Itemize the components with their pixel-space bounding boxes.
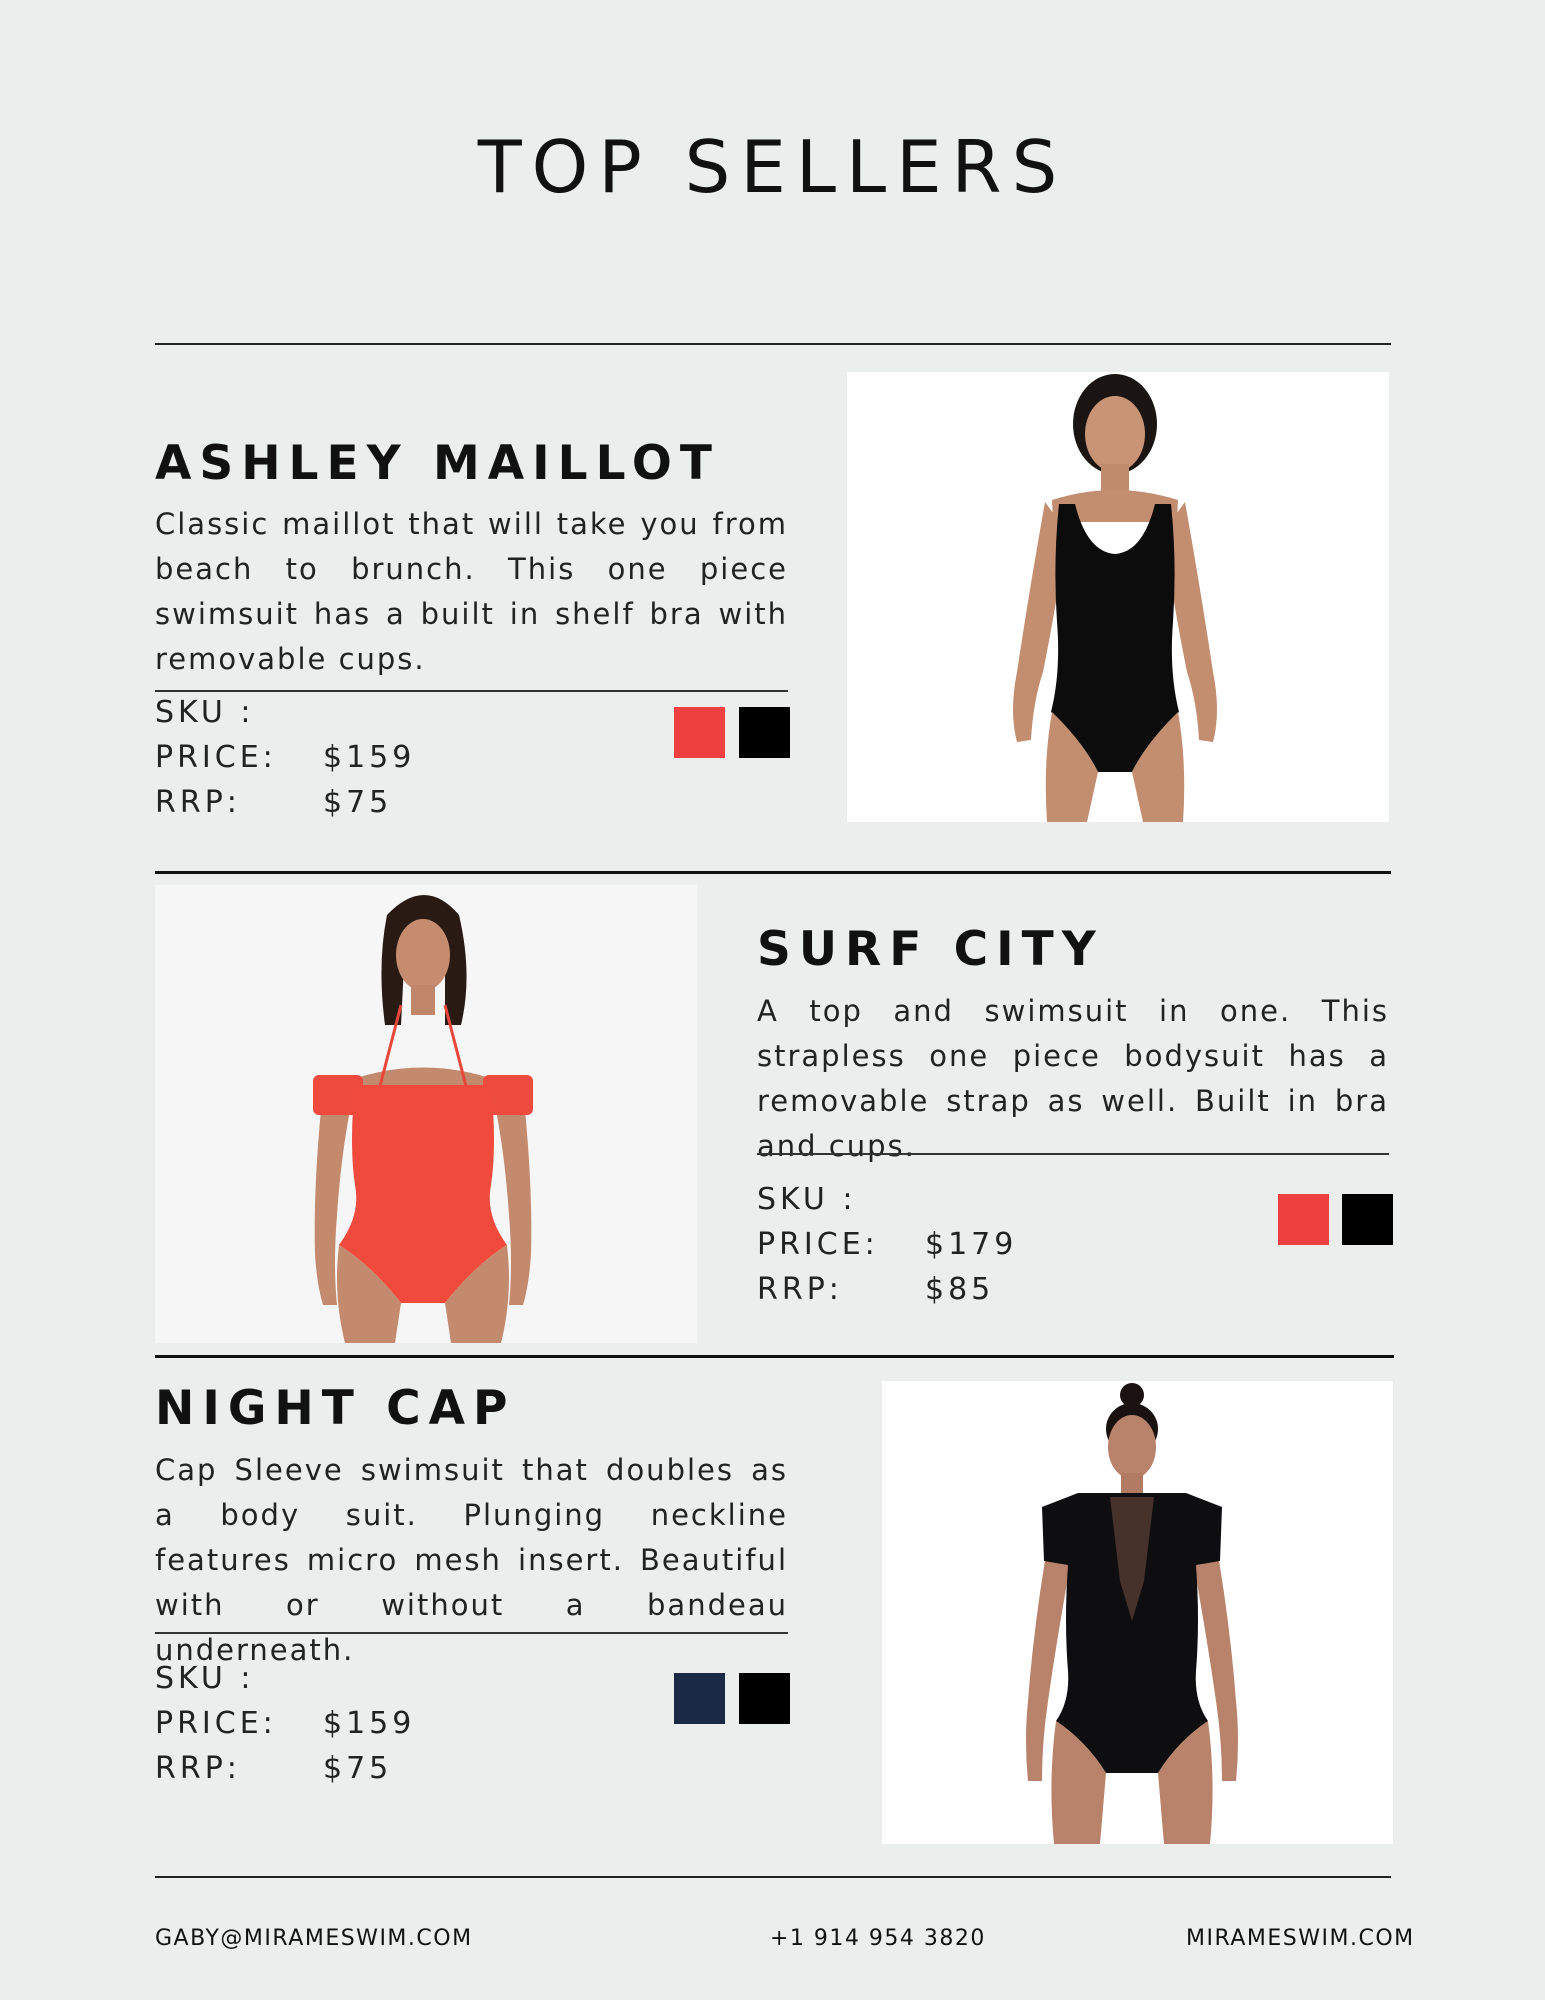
sku-row <box>757 1177 1017 1222</box>
price-label: PRICE: <box>757 1227 879 1262</box>
color-swatch-red[interactable] <box>674 707 725 758</box>
footer-website-link[interactable]: MIRAMESWIM.COM <box>1186 1926 1415 1951</box>
price-row <box>155 1701 415 1746</box>
sku-row <box>155 690 415 735</box>
divider <box>155 1632 788 1634</box>
price-row <box>757 1222 1017 1267</box>
product-photo <box>155 885 697 1343</box>
rrp-label: RRP: <box>155 1751 241 1786</box>
product-description: Classic maillot that will take you from beach to brunch. This one piece swimsuit has a built in shelf bra with removable cups. <box>155 507 788 676</box>
sku-label: SKU : <box>155 1661 255 1696</box>
footer-phone-link[interactable]: +1 914 954 3820 <box>770 1926 986 1951</box>
color-swatch-black[interactable] <box>739 707 790 758</box>
product-name: ASHLEY MAILLOT <box>155 436 720 491</box>
color-swatch-black[interactable] <box>739 1673 790 1724</box>
footer-email-link[interactable]: GABY@MIRAMESWIM.COM <box>155 1926 473 1951</box>
rrp-row <box>155 1746 415 1791</box>
product-description: Cap Sleeve swimsuit that doubles as a body suit. Plunging neckline features micro mesh insert. Beautiful with or without a bandeau underneath. <box>155 1453 788 1667</box>
page-title: TOP SELLERS <box>477 125 1068 209</box>
product-description: A top and swimsuit in one. This strapless one piece bodysuit has a removable strap as well. Built in bra and cups. <box>757 994 1389 1163</box>
product-meta <box>155 690 415 825</box>
product-name: NIGHT CAP <box>155 1381 516 1436</box>
rrp-value: $75 <box>323 1751 393 1786</box>
sku-label: SKU : <box>155 695 255 730</box>
rrp-label: RRP: <box>155 785 241 820</box>
color-swatch-red[interactable] <box>1278 1194 1329 1245</box>
sku-label: SKU : <box>757 1182 857 1217</box>
rrp-row <box>757 1267 1017 1312</box>
price-row <box>155 735 415 780</box>
rrp-row <box>155 780 415 825</box>
divider <box>155 1355 1394 1358</box>
product-name: SURF CITY <box>757 922 1104 977</box>
divider <box>757 1153 1389 1155</box>
rrp-value: $85 <box>925 1272 995 1307</box>
price-label: PRICE: <box>155 1706 277 1741</box>
rrp-value: $75 <box>323 785 393 820</box>
color-swatch-black[interactable] <box>1342 1194 1393 1245</box>
product-photo <box>882 1381 1393 1844</box>
divider <box>155 871 1391 874</box>
rrp-label: RRP: <box>757 1272 843 1307</box>
price-label: PRICE: <box>155 740 277 775</box>
divider <box>155 343 1391 345</box>
color-swatch-navy[interactable] <box>674 1673 725 1724</box>
product-meta <box>155 1656 415 1791</box>
product-meta <box>757 1177 1017 1312</box>
product-photo <box>847 372 1389 822</box>
price-value: $159 <box>323 740 416 775</box>
sku-row <box>155 1656 415 1701</box>
divider <box>155 1876 1391 1878</box>
price-value: $179 <box>925 1227 1018 1262</box>
price-value: $159 <box>323 1706 416 1741</box>
